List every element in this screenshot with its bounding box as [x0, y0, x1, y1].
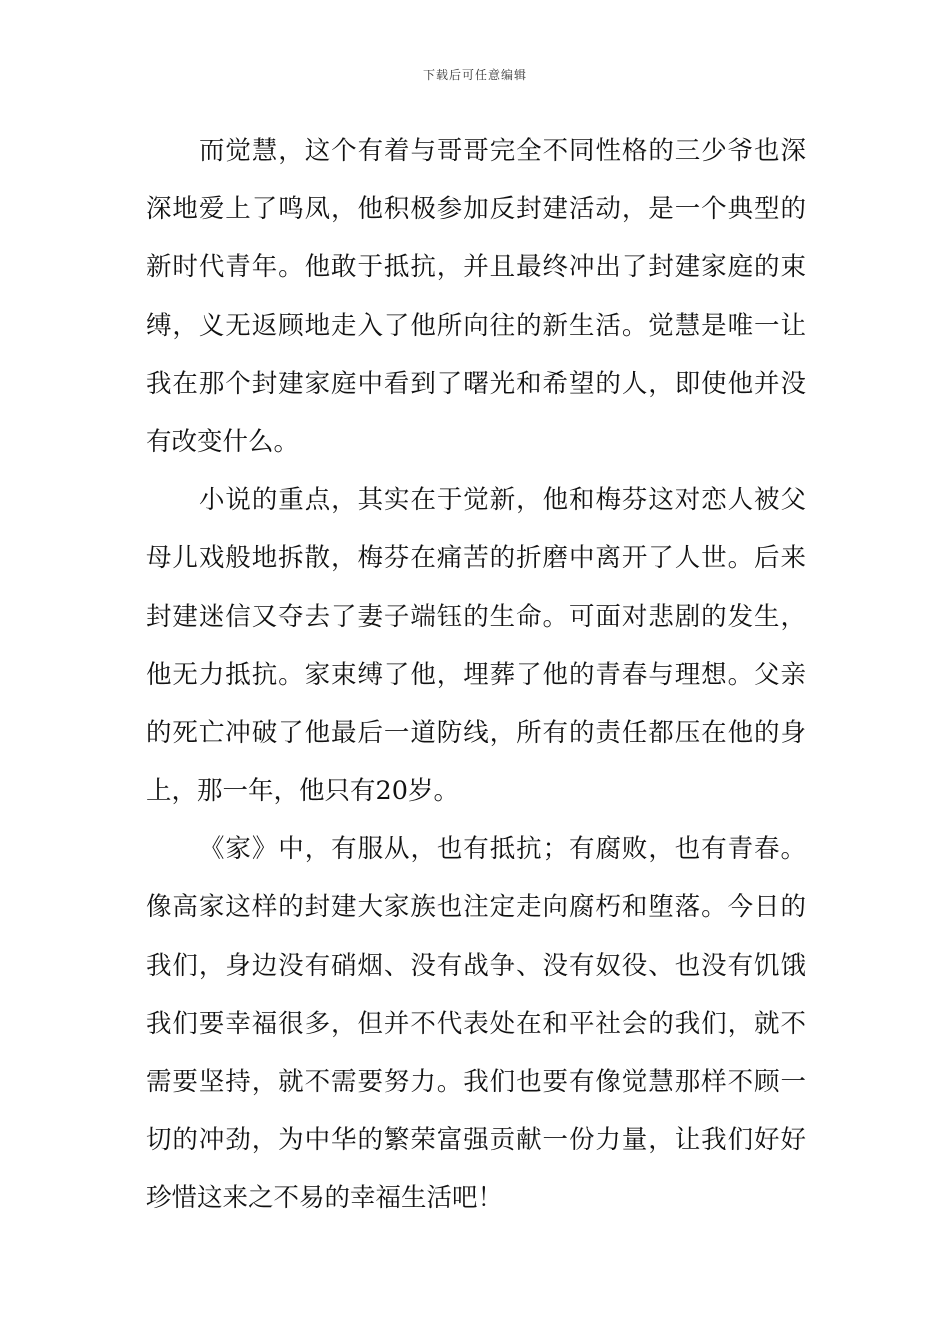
paragraph-line: 我们，身边没有硝烟、没有战争、没有奴役、也没有饥饿	[146, 950, 806, 981]
paragraph-line: 缚，义无返顾地走入了他所向往的新生活。觉慧是唯一让	[146, 310, 806, 341]
paragraph-line: 《家》中，有服从，也有抵抗；有腐败，也有青春。	[199, 834, 806, 865]
paragraph-line: 封建迷信又夺去了妻子端钰的生命。可面对悲剧的发生，	[146, 601, 806, 632]
paragraph-line: 小说的重点，其实在于觉新，他和梅芬这对恋人被父	[199, 485, 806, 516]
paragraph-line: 而觉慧，这个有着与哥哥完全不同性格的三少爷也深	[199, 136, 806, 166]
paragraph-1	[146, 122, 806, 471]
paragraph-3	[146, 820, 806, 1227]
paragraph-line: 他无力抵抗。家束缚了他，埋葬了他的青春与理想。父亲	[146, 659, 806, 690]
paragraph-line: 的死亡冲破了他最后一道防线，所有的责任都压在他的身	[146, 717, 806, 748]
paragraph-line: 切的冲劲，为中华的繁荣富强贡献一份力量，让我们好好	[146, 1125, 806, 1156]
document-body	[146, 122, 806, 1228]
paragraph-line: 像高家这样的封建大家族也注定走向腐朽和堕落。今日的	[146, 892, 806, 923]
paragraph-line: 珍惜这来之不易的幸福生活吧！	[146, 1183, 504, 1214]
paragraph-line: 有改变什么。	[146, 426, 300, 457]
paragraph-line: 我在那个封建家庭中看到了曙光和希望的人，即使他并没	[146, 368, 806, 399]
paragraph-line: 深地爱上了鸣凤，他积极参加反封建活动，是一个典型的	[146, 194, 806, 225]
paragraph-line: 新时代青年。他敢于抵抗，并且最终冲出了封建家庭的束	[146, 252, 806, 283]
page-header: 下载后可任意编辑	[422, 68, 527, 82]
paragraph-line: 我们要幸福很多，但并不代表处在和平社会的我们，就不	[146, 1008, 806, 1039]
paragraph-line: 上，那一年，他只有20岁。	[146, 776, 459, 807]
paragraph-line: 母儿戏般地拆散，梅芬在痛苦的折磨中离开了人世。后来	[146, 543, 806, 574]
paragraph-line: 需要坚持，就不需要努力。我们也要有像觉慧那样不顾一	[146, 1067, 806, 1097]
paragraph-2	[146, 471, 806, 820]
